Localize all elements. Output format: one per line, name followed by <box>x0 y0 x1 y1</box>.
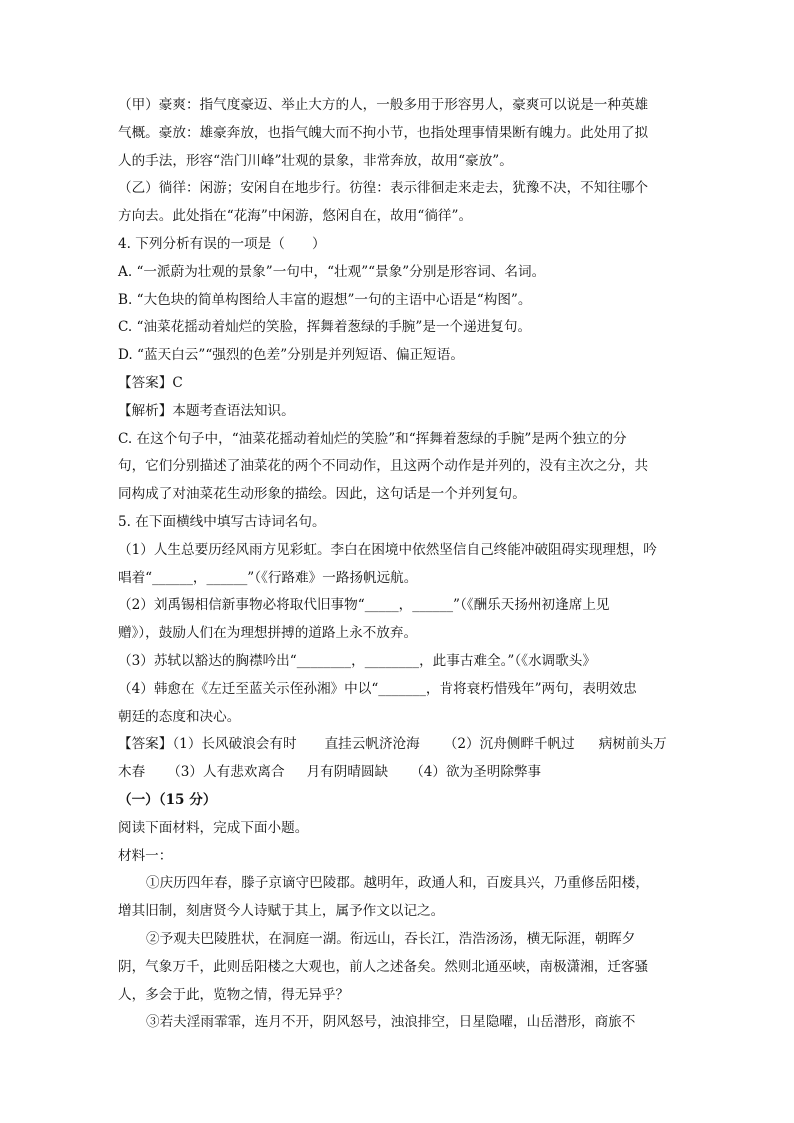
question-4-analysis: C. 在这个句子中，“油菜花摇动着灿烂的笑脸”和“挥舞着葱绿的手腕”是两个独立的分 <box>118 430 627 447</box>
answer-part: 木春 <box>118 764 146 781</box>
material-paragraph-2: 阴，气象万千，此则岳阳楼之大观也，前人之述备矣。然则北通巫峡，南极潇湘，迁客骚 <box>118 958 649 975</box>
question-4-answer: 【答案】C <box>118 374 183 391</box>
note-yi-line: 方向去。此处指在“花海”中闲游，悠闲自在，故用“徜徉”。 <box>118 208 473 225</box>
answer-part: （1）长风破浪会有时 <box>172 736 297 753</box>
material-paragraph-1: ①庆历四年春，滕子京谪守巴陵郡。越明年，政通人和，百废具兴，乃重修岳阳楼， <box>146 875 649 892</box>
question-5-item-1: （1）人生总要历经风雨方见彩虹。李白在困境中依然坚信自己终能冲破阻碍实现理想，吟 <box>118 541 657 558</box>
question-4-analysis: 句，它们分别描述了油菜花的两个不同动作，且这两个动作是并列的，没有主次之分，共 <box>118 458 649 475</box>
question-4-analysis: 同构成了对油菜花生动形象的描绘。因此，这句话是一个并列复句。 <box>118 486 526 503</box>
note-jia-line: 气概。豪放：雄豪奔放，也指气魄大而不拘小节，也指处理事情果断有魄力。此处用了拟 <box>118 124 649 141</box>
material-paragraph-3: ③若夫淫雨霏霏，连月不开，阴风怒号，浊浪排空，日星隐曜，山岳潜形，商旅不 <box>146 1014 636 1031</box>
question-4-option-a: A. “一派蔚为壮观的景象”一句中，“壮观”“景象”分别是形容词、名词。 <box>118 263 546 280</box>
question-5-item-2: （2）刘禹锡相信新事物必将取代旧事物“_____，______”（《酬乐天扬州初逢席上见 <box>118 597 610 614</box>
question-4-stem: 4. 下列分析有误的一项是（ ） <box>118 235 326 252</box>
question-4-option-d: D. “蓝天白云”“强烈的色差”分别是并列短语、偏正短语。 <box>118 347 464 364</box>
question-5-stem: 5. 在下面横线中填写古诗词名句。 <box>118 513 326 530</box>
question-5-item-3: （3）苏轼以豁达的胸襟吟出“________，________，此事古难全。”（《水调歌头》 <box>118 652 596 669</box>
answer-label: 【答案】 <box>118 736 173 753</box>
material-label: 材料一： <box>118 847 173 864</box>
question-5-answer <box>118 759 678 787</box>
question-5-item-4: （4）韩愈在《左迁至蓝关示侄孙湘》中以“_______，肯将衰朽惜残年”两句，表明效忠 <box>118 680 637 697</box>
answer-part: 病树前头万 <box>598 736 667 753</box>
answer-part: 直挂云帆济沧海 <box>324 736 420 753</box>
note-jia-line: （甲）豪爽：指气度豪迈、举止大方的人，一般多用于形容男人，豪爽可以说是一种英雄 <box>118 97 649 113</box>
section-heading: （一）（15 分） <box>118 791 217 808</box>
question-5-answer <box>118 731 678 759</box>
section-instruction: 阅读下面材料，完成下面小题。 <box>118 819 309 836</box>
answer-part: （3）人有悲欢离合 <box>167 764 285 781</box>
question-5-item-2: 赠》），鼓励人们在为理想拼搏的道路上永不放弃。 <box>118 625 418 642</box>
note-jia-line: 人的手法，形容“浩门川峰”壮观的景象，非常奔放，故用“豪放”。 <box>118 152 513 169</box>
answer-part: 月有阴晴圆缺 <box>306 764 389 781</box>
answer-part: （2）沉舟侧畔千帆过 <box>443 736 575 753</box>
question-5-item-4: 朝廷的态度和决心。 <box>118 708 241 725</box>
material-paragraph-2: 人，多会于此，览物之情，得无异乎？ <box>118 986 350 1003</box>
note-yi-line: （乙）徜徉：闲游；安闲自在地步行。彷徨：表示徘徊走来走去，犹豫不决，不知往哪个 <box>118 180 649 197</box>
question-4-analysis: 【解析】本题考查语法知识。 <box>118 402 295 419</box>
answer-part: （4）欲为圣明除弊事 <box>410 764 542 781</box>
question-5-item-1: 唱着“______，______”（《行路难》一路扬帆远航。 <box>118 569 418 586</box>
document-page <box>118 92 678 1037</box>
material-paragraph-2: ②予观夫巴陵胜状，在洞庭一湖。衔远山，吞长江，浩浩汤汤，横无际涯，朝晖夕 <box>146 930 636 947</box>
material-paragraph-1: 增其旧制，刻唐贤今人诗赋于其上，属予作文以记之。 <box>118 903 445 920</box>
question-4-option-b: B. “大色块的简单构图给人丰富的遐想”一句的主语中心语是“构图”。 <box>118 291 532 308</box>
question-4-option-c: C. “油菜花摇动着灿烂的笑脸，挥舞着葱绿的手腕”是一个递进复句。 <box>118 319 532 336</box>
